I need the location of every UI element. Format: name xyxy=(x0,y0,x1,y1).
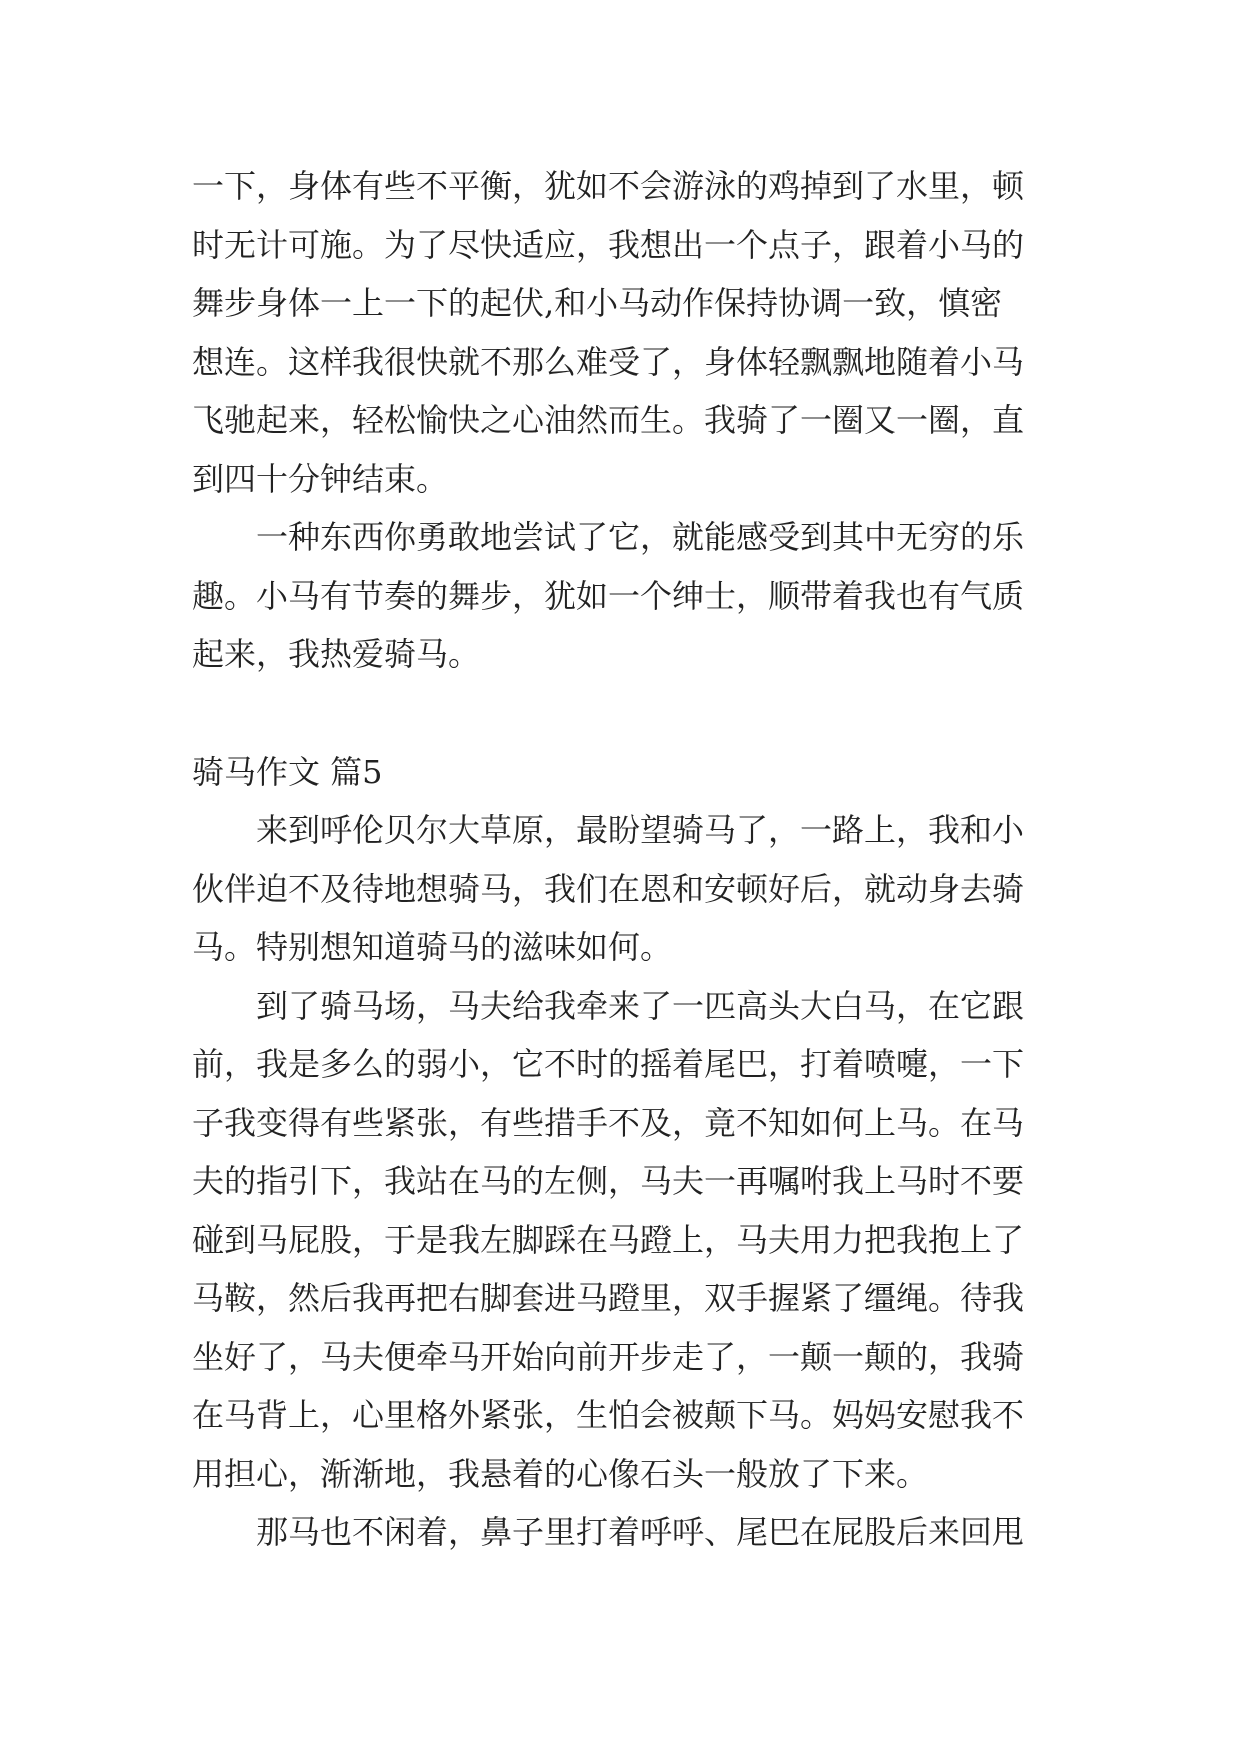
paragraph-line: 用担心，渐渐地，我悬着的心像石头一般放了下来。 xyxy=(192,1455,929,1493)
paragraph-line: 到四十分钟结束。 xyxy=(192,460,449,498)
paragraph-line: 马鞍，然后我再把右脚套进马蹬里，双手握紧了缰绳。待我 xyxy=(192,1279,1025,1317)
paragraph-line: 舞步身体一上一下的起伏,和小马动作保持协调一致，慎密 xyxy=(192,284,1003,322)
paragraph-line: 来到呼伦贝尔大草原，最盼望骑马了，一路上，我和小 xyxy=(256,811,1025,849)
paragraph-line: 一种东西你勇敢地尝试了它，就能感受到其中无穷的乐 xyxy=(256,518,1025,556)
paragraph-line: 一下，身体有些不平衡，犹如不会游泳的鸡掉到了水里，顿 xyxy=(192,167,1025,205)
paragraph-line: 起来，我热爱骑马。 xyxy=(192,635,481,673)
paragraph-line: 碰到马屁股，于是我左脚踩在马蹬上，马夫用力把我抱上了 xyxy=(192,1221,1025,1259)
paragraph-line: 在马背上，心里格外紧张，生怕会被颠下马。妈妈安慰我不 xyxy=(192,1396,1025,1434)
paragraph-line: 夫的指引下，我站在马的左侧，马夫一再嘱咐我上马时不要 xyxy=(192,1162,1025,1200)
paragraph-line: 时无计可施。为了尽快适应，我想出一个点子，跟着小马的 xyxy=(192,226,1025,264)
paragraph-line: 马。特别想知道骑马的滋味如何。 xyxy=(192,928,673,966)
paragraph-line: 前，我是多么的弱小，它不时的摇着尾巴，打着喷嚏，一下 xyxy=(192,1045,1025,1083)
paragraph-line: 子我变得有些紧张，有些措手不及，竟不知如何上马。在马 xyxy=(192,1104,1025,1142)
section-heading: 骑马作文 篇5 xyxy=(192,753,383,791)
paragraph-line: 到了骑马场，马夫给我牵来了一匹高头大白马，在它跟 xyxy=(256,987,1025,1025)
paragraph-line: 那马也不闲着，鼻子里打着呼呼、尾巴在屁股后来回甩 xyxy=(256,1513,1025,1551)
paragraph-line: 飞驰起来，轻松愉快之心油然而生。我骑了一圈又一圈，直 xyxy=(192,401,1025,439)
paragraph-line: 想连。这样我很快就不那么难受了，身体轻飘飘地随着小马 xyxy=(192,343,1025,381)
paragraph-line: 伙伴迫不及待地想骑马，我们在恩和安顿好后，就动身去骑 xyxy=(192,870,1025,908)
paragraph-line: 趣。小马有节奏的舞步，犹如一个绅士，顺带着我也有气质 xyxy=(192,577,1025,615)
paragraph-line: 坐好了，马夫便牵马开始向前开步走了，一颠一颠的，我骑 xyxy=(192,1338,1025,1376)
